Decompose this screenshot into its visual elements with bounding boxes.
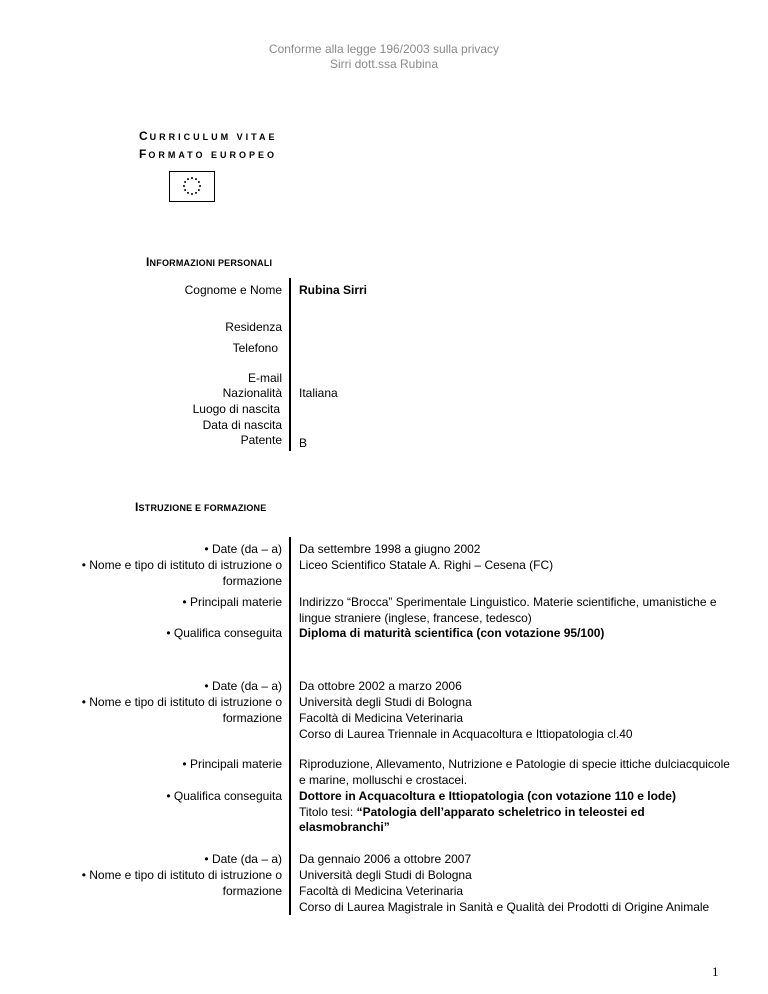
- header-author-line: Sirri dott.ssa Rubina: [329, 57, 439, 71]
- edu3-course-value: Corso di Laurea Magistrale in Sanità e Qualità dei Prodotti di Origine Animale: [299, 900, 710, 914]
- edu2-qualification-label: • Qualifica conseguita: [166, 789, 282, 803]
- edu2-subjects-value: Riproduzione, Allevamento, Nutrizione e Patologie di specie ittiche dulciacquicole: [299, 757, 730, 771]
- edu2-qualification-value: Dottore in Acquacoltura e Ittiopatologia (con votazione 110 e lode): [299, 789, 676, 803]
- edu1-qualification-label: • Qualifica conseguita: [166, 626, 282, 640]
- edu2-thesis: Titolo tesi: “Patologia dell’apparato scheletrico in teleostei ed: [299, 805, 645, 819]
- personal-info-heading: INFORMAZIONI PERSONALI: [146, 255, 273, 269]
- cv-title: [139, 128, 278, 164]
- cv-title-line1: CURRICULUM VITAE: [139, 129, 278, 143]
- edu3-institute-value: Università degli Studi di Bologna: [299, 868, 472, 882]
- education-divider: [289, 537, 291, 915]
- edu2-thesis-cont: elasmobranchi”: [299, 820, 390, 834]
- birthdate-label: Data di nascita: [202, 418, 282, 432]
- edu3-date-label: • Date (da – a): [204, 852, 282, 866]
- edu1-date-value: Da settembre 1998 a giugno 2002: [299, 542, 481, 556]
- phone-label: Telefono: [232, 341, 278, 355]
- edu2-institute-label-cont: formazione: [222, 711, 282, 725]
- personal-info-divider: [289, 278, 291, 451]
- residence-label: Residenza: [225, 320, 282, 334]
- header-privacy-line: Conforme alla legge 196/2003 sulla privacy: [268, 42, 500, 56]
- edu1-subjects-label: • Principali materie: [182, 595, 282, 609]
- edu1-subjects-value-cont: lingue straniere (inglese, francese, tedesco): [299, 611, 532, 625]
- page-header: [0, 42, 768, 72]
- edu1-institute-label-cont: formazione: [222, 574, 282, 588]
- email-label: E-mail: [247, 371, 282, 385]
- edu2-course-value: Corso di Laurea Triennale in Acquacoltura e Ittiopatologia cl.40: [299, 727, 633, 741]
- edu2-subjects-value-cont: e marine, molluschi e crostacei.: [299, 773, 468, 787]
- edu3-institute-label-cont: formazione: [222, 884, 282, 898]
- edu2-subjects-label: • Principali materie: [182, 757, 282, 771]
- name-label: Cognome e Nome: [184, 283, 282, 297]
- birthplace-label: Luogo di nascita: [192, 402, 280, 416]
- edu1-institute-label: • Nome e tipo di istituto di istruzione o: [81, 558, 282, 572]
- nationality-label: Nazionalità: [222, 386, 282, 400]
- edu2-institute-label: • Nome e tipo di istituto di istruzione o: [81, 695, 282, 709]
- license-label: Patente: [240, 433, 282, 447]
- edu1-qualification-value: Diploma di maturità scientifica (con votazione 95/100): [299, 626, 605, 640]
- name-value: Rubina Sirri: [299, 283, 368, 297]
- edu3-institute-label: • Nome e tipo di istituto di istruzione o: [81, 868, 282, 882]
- cv-title-line2: FORMATO EUROPEO: [139, 147, 278, 161]
- edu2-date-value: Da ottobre 2002 a marzo 2006: [299, 679, 462, 693]
- edu3-faculty-value: Facoltà di Medicina Veterinaria: [299, 884, 464, 898]
- edu1-date-label: • Date (da – a): [204, 542, 282, 556]
- eu-flag-icon: [169, 171, 215, 202]
- edu3-date-value: Da gennaio 2006 a ottobre 2007: [299, 852, 472, 866]
- license-value: B: [299, 436, 308, 450]
- edu2-faculty-value: Facoltà di Medicina Veterinaria: [299, 711, 464, 725]
- edu2-date-label: • Date (da – a): [204, 679, 282, 693]
- edu2-institute-value: Università degli Studi di Bologna: [299, 695, 472, 709]
- eu-flag-stars: [170, 172, 214, 201]
- edu1-institute-value: Liceo Scientifico Statale A. Righi – Cesena (FC): [299, 558, 554, 572]
- page-number: 1: [712, 964, 719, 979]
- nationality-value: Italiana: [299, 386, 338, 400]
- edu1-subjects-value: Indirizzo “Brocca” Sperimentale Linguistico. Materie scientifiche, umanistiche e: [299, 595, 717, 609]
- education-heading: ISTRUZIONE E FORMAZIONE: [135, 500, 267, 514]
